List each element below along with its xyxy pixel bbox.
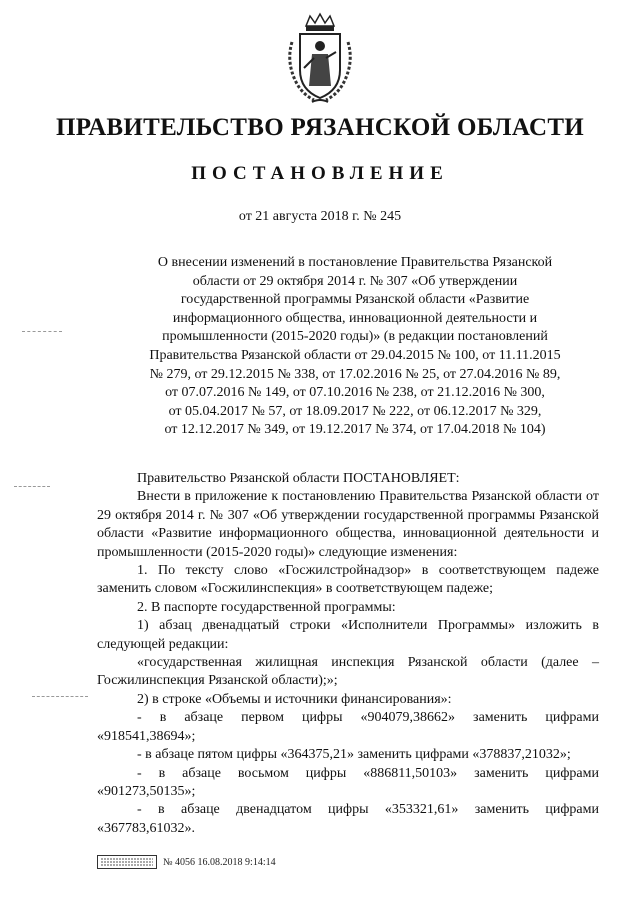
subject-line: промышленности (2015-2020 годы)» (в редакции постановлений bbox=[162, 329, 548, 345]
registration-footer bbox=[97, 853, 276, 871]
quoted-text: «государственная жилищная инспекция Рязанской области (далее – Госжилинспекция Рязанской области);»; bbox=[97, 655, 599, 689]
bullet-item: - в абзаце первом цифры «904079,38662» заменить цифрами «918541,38694»; bbox=[97, 710, 599, 744]
amendment-item: 1. По тексту слово «Госжилстройнадзор» в соответствующем падеже заменить словом «Госжилинспекция» в соответствующем падеже; bbox=[97, 563, 599, 597]
registration-number: № 4056 16.08.2018 9:14:14 bbox=[163, 856, 276, 868]
amendment-subitem: 2) в строке «Объемы и источники финансирования»: bbox=[137, 691, 452, 707]
amendment-subitem: 1) абзац двенадцатый строки «Исполнители Программы» изложить в следующей редакции: bbox=[97, 618, 599, 652]
organization-title: ПРАВИТЕЛЬСТВО РЯЗАНСКОЙ ОБЛАСТИ bbox=[55, 114, 585, 141]
document-type: ПОСТАНОВЛЕНИЕ bbox=[191, 163, 449, 184]
bullet-item: - в абзаце восьмом цифры «886811,50103» заменить цифрами «901273,50135»; bbox=[97, 765, 599, 799]
document-body bbox=[97, 470, 599, 838]
subject-line: Правительства Рязанской области от 29.04.2015 № 100, от 11.11.2015 bbox=[149, 347, 561, 363]
subject-line: от 05.04.2017 № 57, от 18.09.2017 № 222, от 06.12.2017 № 329, bbox=[168, 403, 542, 419]
amendment-item: 2. В паспорте государственной программы: bbox=[137, 599, 396, 615]
subject-line: от 07.07.2016 № 149, от 07.10.2016 № 238, от 21.12.2016 № 300, bbox=[165, 385, 545, 401]
bullet-item: - в абзаце двенадцатом цифры «353321,61» заменить цифрами «367783,61032». bbox=[97, 802, 599, 836]
subject-line: от 12.12.2017 № 349, от 19.12.2017 № 374, от 17.04.2018 № 104) bbox=[164, 422, 546, 438]
document-subject bbox=[120, 254, 590, 440]
subject-line: О внесении изменений в постановление Правительства Рязанской bbox=[157, 255, 553, 270]
subject-line: области от 29 октября 2014 г. № 307 «Об утверждении bbox=[192, 273, 518, 289]
bullet-item: - в абзаце пятом цифры «364375,21» заменить цифрами «378837,21032»; bbox=[137, 747, 571, 763]
margin-mark bbox=[32, 696, 88, 697]
subject-line: № 279, от 29.12.2015 № 338, от 17.02.2016 № 25, от 27.04.2016 № 89, bbox=[149, 366, 561, 382]
body-paragraph: Внести в приложение к постановлению Правительства Рязанской области от 29 октября 2014 г. № 307 «Об утверждении государственной программы Рязанской области «Развитие информационного общества, инновационной деятельности и промышленности (2015-2020 годы)» следующие изменения: bbox=[97, 489, 599, 560]
decree-line: Правительство Рязанской области ПОСТАНОВЛЯЕТ: bbox=[137, 471, 460, 486]
registration-stamp-icon bbox=[97, 855, 157, 869]
margin-mark bbox=[22, 331, 62, 332]
subject-line: информационного общества, инновационной деятельности и bbox=[172, 310, 538, 326]
subject-line: государственной программы Рязанской области «Развитие bbox=[180, 292, 530, 308]
margin-mark bbox=[14, 486, 50, 487]
ryazan-coat-of-arms-icon bbox=[284, 12, 356, 104]
document-date-number: от 21 августа 2018 г. № 245 bbox=[238, 209, 402, 224]
